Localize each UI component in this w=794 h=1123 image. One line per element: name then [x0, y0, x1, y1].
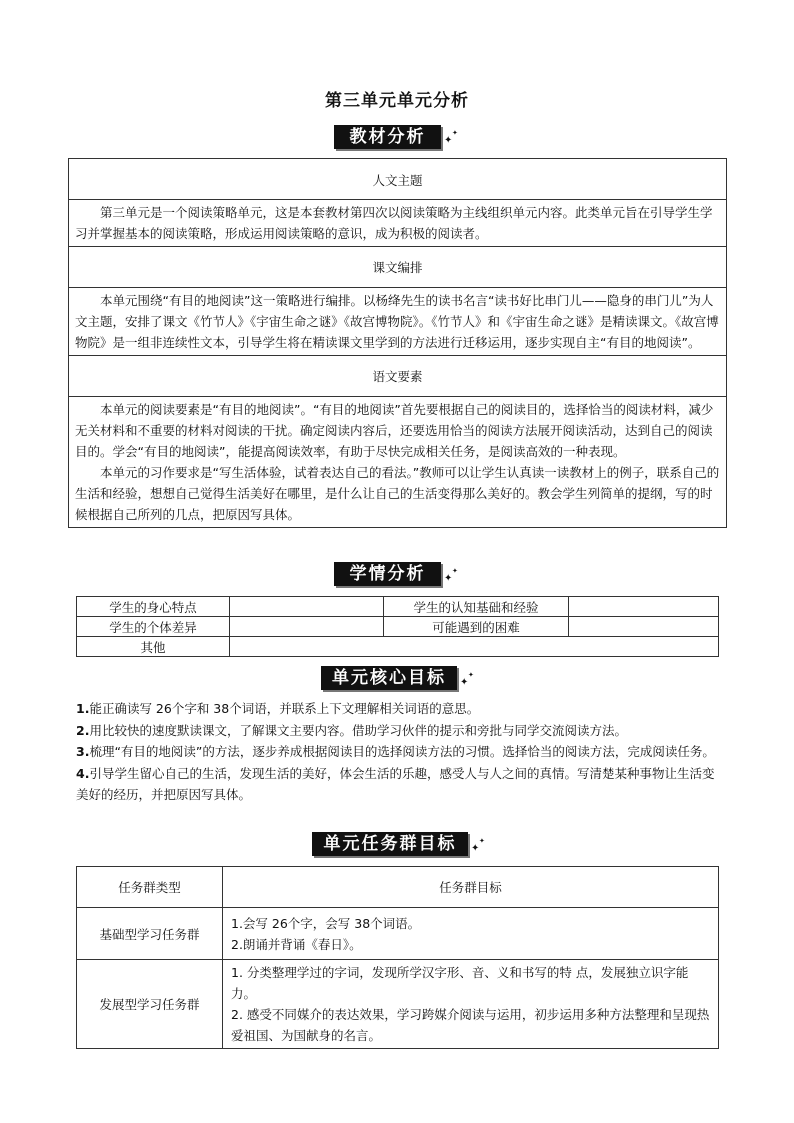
task-goal-line: 2. 感受不同媒介的表达效果，学习跨媒介阅读与运用，初步运用多种方法整理和呈现热爱祖国、为国献身的名言。: [231, 1007, 710, 1043]
learner-cell-label: 学生的认知基础和经验: [384, 597, 569, 617]
task-goal-cell: [223, 908, 719, 960]
textbook-analysis-table: [68, 158, 727, 528]
sparkle-icon: ✦: [444, 135, 453, 146]
core-goal-item: [76, 741, 726, 763]
sparkle-icon: ✦: [452, 129, 458, 137]
task-goal-cell: [223, 960, 719, 1049]
learner-cell-empty[interactable]: [230, 637, 719, 657]
task-group-table: [76, 866, 719, 1049]
sparkle-icon: ✦: [471, 843, 480, 854]
elements-body: [69, 397, 726, 527]
task-header-goal: 任务群目标: [223, 867, 719, 908]
core-goal-number: 3.: [76, 744, 90, 759]
learner-cell-empty[interactable]: [230, 617, 384, 637]
theme-heading: 人文主题: [69, 159, 726, 200]
elements-heading: 语文要素: [69, 356, 726, 397]
learner-cell-label: 学生的身心特点: [77, 597, 230, 617]
learner-cell-label: 学生的个体差异: [77, 617, 230, 637]
arrangement-body: [69, 288, 726, 356]
task-type-cell: 发展型学习任务群: [77, 960, 223, 1049]
core-goal-item: [76, 720, 726, 742]
core-goal-number: 1.: [76, 701, 90, 716]
writing-paragraph: 本单元的习作要求是“写生活体验，试着表达自己的看法。”教师可以让学生认真读一读教材上的例子，联系自己的生活和经验，想想自己觉得生活美好在哪里，是什么让自己的生活变得那么美好的。教会学生列简单的提纲，写的时候根据自己所列的几点，把原因写具体。: [75, 465, 720, 522]
core-goal-text: 引导学生留心自己的生活，发现生活的美好，体会生活的乐趣，感受人与人之间的真情。写清楚某种事物让生活变美好的经历，并把原因写具体。: [76, 765, 715, 802]
learner-cell-label: 可能遇到的困难: [384, 617, 569, 637]
learner-analysis-table: [76, 596, 719, 657]
sparkle-icon: ✦: [479, 837, 485, 845]
section-banner-core-goals: 单元核心目标: [321, 666, 457, 690]
section-banner-learners: 学情分析: [334, 562, 441, 586]
sparkle-icon: ✦: [468, 671, 474, 679]
core-goals-list: [76, 698, 726, 806]
elements-paragraph: 本单元的阅读要素是“有目的地阅读”。“有目的地阅读”首先要根据自己的阅读目的，选择恰当的阅读材料，减少无关材料和不重要的材料对阅读的干扰。确定阅读内容后，还要选用恰当的阅读方法展开阅读活动，达到自己的阅读目的。学会“有目的地阅读”，能提高阅读效率，有助于尽快完成相关任务，是阅读高效的一种表现。: [75, 402, 714, 459]
section-banner-textbook: 教材分析: [334, 125, 441, 149]
sparkle-icon: ✦: [452, 567, 458, 575]
core-goal-item: [76, 698, 726, 720]
learner-cell-label: 其他: [77, 637, 230, 657]
sparkle-icon: ✦: [460, 677, 469, 688]
learner-cell-empty[interactable]: [569, 597, 719, 617]
core-goal-item: [76, 763, 726, 806]
task-goal-line: 1.会写 26个字，会写 38个词语。: [231, 915, 421, 931]
core-goal-number: 4.: [76, 765, 90, 781]
sparkle-icon: ✦: [444, 573, 453, 584]
section-banner-task-groups: 单元任务群目标: [312, 832, 468, 856]
task-goal-line: 1. 分类整理学过的字词，发现所学汉字形、音、义和书写的特 点，发展独立识字能力。: [231, 965, 689, 1001]
core-goal-text: 能正确读写 26个字和 38个词语，并联系上下文理解相关词语的意思。: [89, 701, 480, 716]
theme-body: [69, 200, 726, 247]
core-goal-text: 梳理“有目的地阅读”的方法，逐步养成根据阅读目的选择阅读方法的习惯。选择恰当的阅读方法，完成阅读任务。: [89, 744, 715, 759]
theme-paragraph: 第三单元是一个阅读策略单元，这是本套教材第四次以阅读策略为主线组织单元内容。此类单元旨在引导学生学习并掌握基本的阅读策略，形成运用阅读策略的意识，成为积极的阅读者。: [75, 205, 713, 241]
learner-cell-empty[interactable]: [230, 597, 384, 617]
task-goal-line: 2.朗诵并背诵《春日》。: [231, 936, 362, 952]
page-title: 第三单元单元分析: [325, 91, 469, 111]
arrangement-heading: 课文编排: [69, 247, 726, 288]
core-goal-text: 用比较快的速度默读课文，了解课文主要内容。借助学习伙伴的提示和旁批与同学交流阅读方法。: [89, 722, 627, 738]
learner-cell-empty[interactable]: [569, 617, 719, 637]
arrangement-paragraph: 本单元围绕“有目的地阅读”这一策略进行编排。以杨绛先生的读书名言“读书好比串门儿——隐身的串门儿”为人文主题，安排了课文《竹节人》《宇宙生命之谜》《故宫博物院》。《竹节人》和《宇宙生命之谜》是精读课文。《故宫博物院》是一组非连续性文本，引导学生将在精读课文里学到的方法进行迁移运用，逐步实现自主“有目的地阅读”。: [75, 293, 719, 350]
task-header-type: 任务群类型: [77, 867, 223, 908]
task-type-cell: 基础型学习任务群: [77, 908, 223, 960]
core-goal-number: 2.: [76, 722, 90, 738]
